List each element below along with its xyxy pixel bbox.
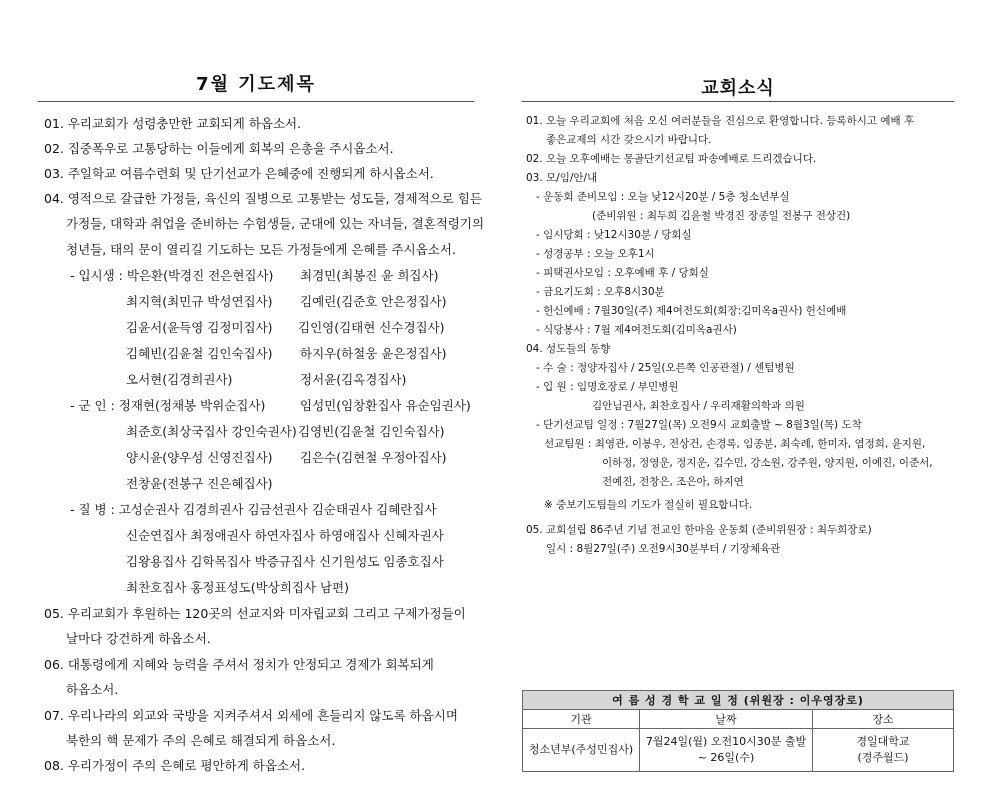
prayer-line: 날마다 강건하게 하옵소서. bbox=[66, 631, 211, 646]
prayer-line: 김혜빈(김윤철 김인숙집사) bbox=[126, 346, 273, 361]
news-line: - 임시당회 : 낮12시30분 / 당회실 bbox=[536, 229, 692, 241]
prayer-line: 김윤서(윤득영 김정미집사) bbox=[126, 320, 273, 335]
news-line: ※ 중보기도팀들의 기도가 절실히 필요합니다. bbox=[544, 499, 753, 511]
prayer-line: 01. 우리교회가 성령충만한 교회되게 하옵소서. bbox=[44, 116, 302, 131]
prayer-line: 08. 우리가정이 주의 은혜로 평안하게 하옵소서. bbox=[44, 758, 306, 773]
news-line: - 수 술 : 정양자집사 / 25일(오른쪽 인공관절) / 센텀병원 bbox=[536, 362, 795, 374]
news-line: 일시 : 8월27일(주) 오전9시30분부터 / 기장체육관 bbox=[546, 543, 781, 555]
news-line: - 성경공부 : 오늘 오후1시 bbox=[536, 248, 655, 260]
prayer-line: 최찬호집사 홍정표성도(박상희집사 남편) bbox=[126, 580, 349, 595]
prayer-line: 양시윤(양우성 신영진집사) bbox=[126, 450, 273, 465]
news-line: - 헌신예배 : 7월30일(주) 제4여전도회(회장:김미옥a권사) 헌신예배 bbox=[536, 305, 847, 317]
prayer-line: 최경민(최봉진 윤 희집사) bbox=[300, 268, 439, 283]
prayer-line: 06. 대통령에게 지혜와 능력을 주셔서 정치가 안정되고 경제가 회복되게 bbox=[44, 657, 434, 672]
place-line-1: 경일대학교 bbox=[856, 735, 910, 748]
news-line: 01. 오늘 우리교회에 처음 오신 여러분들을 진심으로 환영합니다. 등록하시고 예배 후 bbox=[526, 115, 915, 127]
news-line: - 운동회 준비모임 : 오늘 낮12시20분 / 5층 청소년부실 bbox=[536, 191, 790, 203]
news-line: - 피택권사모임 : 오후예배 후 / 당회실 bbox=[536, 267, 709, 279]
news-line: - 단기선교팀 일정 : 7월27일(목) 오전9시 교회출발 ~ 8월3일(목) 도착 bbox=[536, 419, 862, 431]
prayer-line: 02. 집중폭우로 고통당하는 이들에게 회복의 은총을 주시옵소서. bbox=[44, 141, 394, 156]
prayer-line: 정서윤(김옥경집사) bbox=[300, 372, 407, 387]
church-news-title: 교회소식 bbox=[701, 78, 775, 99]
title-divider bbox=[38, 101, 474, 102]
cell-org bbox=[523, 729, 640, 772]
news-line: 김안님권사, 최찬호집사 / 우리재활의학과 의원 bbox=[592, 400, 805, 412]
prayer-line: 북한의 핵 문제가 주의 은혜로 해결되게 하옵소서. bbox=[66, 733, 336, 748]
prayer-line: 청년들, 태의 문이 열리길 기도하는 모든 가정들에게 은혜를 주시옵소서. bbox=[66, 242, 456, 257]
summer-bible-school-table bbox=[522, 690, 954, 772]
news-line: 이하정, 정영운, 정지운, 김수민, 강소원, 강주원, 양지원, 이예진, 이준서, bbox=[602, 457, 933, 469]
header-org: 기관 bbox=[523, 710, 640, 729]
cell-place bbox=[813, 729, 954, 772]
prayer-line: 임성민(임창환집사 유순임권사) bbox=[300, 398, 471, 413]
news-line: 전예진, 전창은, 조은아, 하지연 bbox=[602, 476, 744, 488]
header-place: 장소 bbox=[813, 710, 954, 729]
cell-date bbox=[640, 729, 813, 772]
prayer-line: 05. 우리교회가 후원하는 120곳의 선교지와 미자립교회 그리고 구제가정들이 bbox=[44, 606, 466, 621]
prayer-line: 김영빈(김윤철 김인숙집사) bbox=[298, 424, 445, 439]
table-row bbox=[523, 729, 954, 772]
org-text: 청소년부(주성민집사) bbox=[528, 743, 634, 756]
news-line: (준비위원 : 최두희 김윤철 박경진 장종일 전봉구 전상건) bbox=[592, 210, 851, 222]
header-date: 날짜 bbox=[640, 710, 813, 729]
prayer-line: - 군 인 : 정재현(정채봉 박위순집사) bbox=[70, 398, 266, 413]
prayer-line: - 입시생 : 박은환(박경진 전은현집사) bbox=[70, 268, 274, 283]
news-line: - 금요기도회 : 오후8시30분 bbox=[536, 286, 665, 298]
prayer-line: 최지혁(최민규 박성연집사) bbox=[126, 294, 273, 309]
news-line: 05. 교회설립 86주년 기념 전교인 한마음 운동회 (준비위원장 : 최두희장로) bbox=[526, 524, 872, 536]
prayer-line: 김예린(김준호 안은정집사) bbox=[300, 294, 447, 309]
news-line: 선교팀원 : 최영관, 이봉우, 전상건, 손경록, 임종분, 최숙례, 한미자, 염정희, 윤지원, bbox=[544, 438, 926, 450]
prayer-line: - 질 병 : 고성순권사 김경희권사 김금선권사 김순태권사 김혜란집사 bbox=[70, 502, 437, 517]
prayer-line: 전창윤(전봉구 진은혜집사) bbox=[126, 476, 273, 491]
date-line-2: ~ 26일(수) bbox=[697, 751, 755, 764]
prayer-line: 김은수(김현철 우정아집사) bbox=[300, 450, 447, 465]
news-line: 03. 모/임/안/내 bbox=[526, 172, 598, 184]
prayer-line: 김왕용집사 김학목집사 박증규집사 신기원성도 임종호집사 bbox=[126, 554, 444, 569]
prayer-line: 03. 주일학교 여름수련회 및 단기선교가 은혜중에 진행되게 하시옵소서. bbox=[44, 166, 434, 181]
prayer-line: 가정들, 대학과 취업을 준비하는 수험생들, 군대에 있는 자녀들, 결혼적령기의 bbox=[66, 216, 485, 231]
prayer-topics-title: 7월 기도제목 bbox=[196, 74, 316, 95]
prayer-line: 하옵소서. bbox=[66, 682, 119, 697]
prayer-line: 04. 영적으로 갈급한 가정들, 육신의 질병으로 고통받는 성도들, 경제적으로 힘든 bbox=[44, 191, 482, 206]
prayer-line: 김인영(김태현 신수경집사) bbox=[298, 320, 445, 335]
prayer-line: 신순연집사 최정애권사 하연자집사 하영애집사 신혜자권사 bbox=[126, 528, 444, 543]
news-line: 02. 오늘 오후예배는 몽골단기선교팀 파송예배로 드리겠습니다. bbox=[526, 153, 817, 165]
prayer-line: 하지우(하철웅 윤은정집사) bbox=[300, 346, 447, 361]
news-line: 04. 성도들의 동향 bbox=[526, 343, 611, 355]
news-line: - 식당봉사 : 7월 제4여전도회(김미옥a권사) bbox=[536, 324, 737, 336]
news-line: - 입 원 : 임명호장로 / 부민병원 bbox=[536, 381, 679, 393]
title-divider bbox=[522, 101, 954, 102]
news-line: 좋은교제의 시간 갖으시기 바랍니다. bbox=[546, 134, 712, 146]
prayer-line: 07. 우리나라의 외교와 국방을 지켜주셔서 외세에 흔들리지 않도록 하옵시며 bbox=[44, 708, 458, 723]
table-title: 여 름 성 경 학 교 일 정 (위원장 : 이우영장로) bbox=[523, 691, 954, 710]
date-line-1: 7월24일(월) 오전10시30분 출발 bbox=[645, 735, 807, 748]
prayer-line: 오서현(김경희권사) bbox=[126, 372, 233, 387]
prayer-line: 최준호(최상국집사 강인숙권사) bbox=[126, 424, 297, 439]
place-line-2: (경주월드) bbox=[857, 751, 909, 764]
